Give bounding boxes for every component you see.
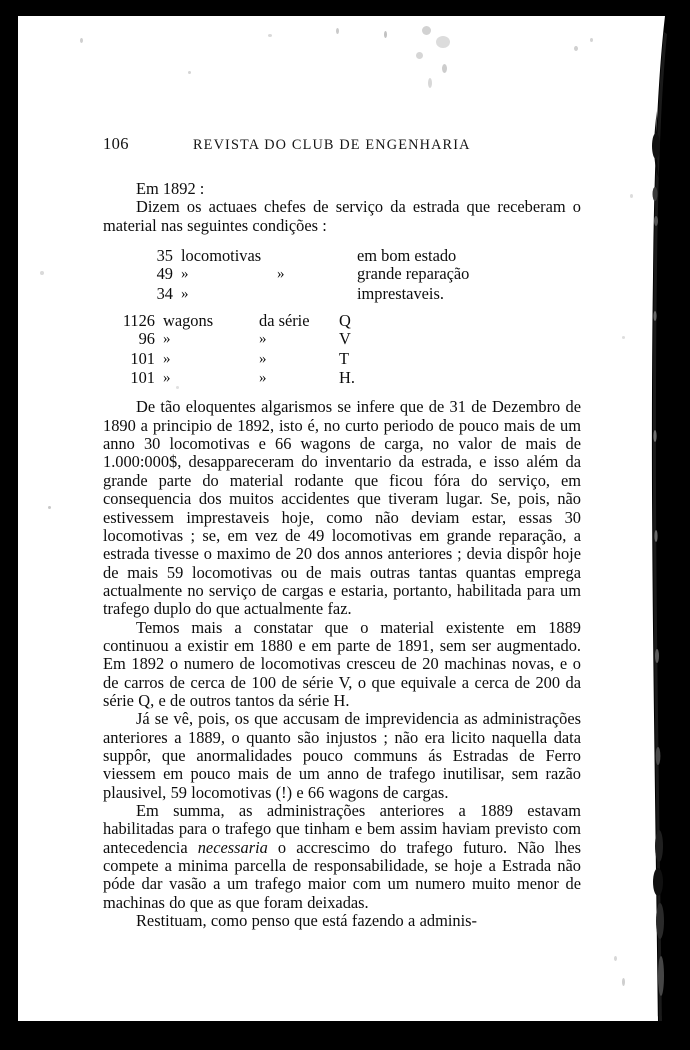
wagon-series: V: [339, 329, 351, 349]
paragraph-4-emphasis: necessaria: [197, 837, 268, 857]
wagon-count: 96: [138, 329, 155, 349]
lead-line: Em 1892 :: [136, 179, 205, 198]
wagon-count: 101: [130, 368, 155, 388]
list-item: [121, 265, 581, 284]
locomotive-count: 49: [156, 264, 173, 284]
wagon-label: »: [259, 370, 267, 387]
paragraph-4-part2: o accrescimo do trafego futuro. Não lhes compete a minima parcella de responsabilidade, se hoje a Estrada não póde dar vasão a um trafego maior com um numero muito menor de machinas do que as que foram deixadas.: [103, 837, 582, 912]
paragraph-5: Restituam, como penso que está fazendo a adminis-: [136, 911, 477, 931]
wagon-series: T: [339, 348, 350, 368]
locomotive-count: 34: [156, 283, 173, 303]
list-item: [103, 369, 581, 388]
wagon-label: »: [259, 331, 267, 348]
list-item: [103, 312, 581, 330]
scan-speck: [416, 52, 423, 59]
locomotive-list: [121, 247, 581, 304]
locomotive-state: imprestaveis.: [357, 283, 444, 303]
locomotive-unit: locomotivas: [181, 246, 262, 266]
paragraph-1: De tão eloquentes algarismos se infere que de 31 de Dezembro de 1890 a principio de 1892, isto é, no curto periodo de pouco mais de um anno 30 locomotivas e 66 wagons de carga, no valor de mais de 1.000:000$, desappareceram do inventario da estrada, e isso além da grande parte do material rodante que ficou fóra do serviço, em consequencia dos muitos accidentes que tiveram lugar. Se, pois, não estivessem imprestaveis hoje, como não deviam estar, essas 30 locomotivas ; se, em vez de 49 locomotivas em grande reparação, a estrada tivesse o maximo de 20 dos annos anteriores ; devia dispôr hoje de mais 59 locomotivas ou de mais outras tantas quantas emprega actualmente no serviço de cargas e estaria, portanto, habilitada para um trafego duplo do que actualmente faz.: [103, 397, 581, 619]
scan-speck: [188, 71, 191, 74]
list-item: [103, 350, 581, 369]
scan-speck: [622, 978, 625, 986]
wagon-list: [103, 312, 581, 388]
locomotive-unit: »: [181, 285, 189, 302]
page-sheet: [18, 16, 671, 1021]
wagon-label: »: [259, 350, 267, 367]
paragraph-2: Temos mais a constatar que o material existente em 1889 continuou a existir em 1880 e em parte de 1891, sem ser augmentado. Em 1892 o numero de locomotivas cresceu de 20 machinas novas, e o de carros de cerca de 100 de série V, o que equivale a cerca de 200 da série Q, e de outros tantos da série H.: [103, 617, 581, 710]
wagon-label: da série: [259, 311, 310, 331]
locomotive-state: grande reparação: [357, 264, 470, 284]
scan-speck: [384, 31, 387, 38]
journal-title: REVISTA DO CLUB DE ENGENHARIA: [193, 137, 471, 153]
scan-speck: [590, 38, 593, 42]
scan-speck: [428, 78, 432, 88]
locomotive-count: 35: [156, 246, 173, 266]
scan-speck: [622, 336, 625, 339]
locomotive-ditto: »: [277, 266, 285, 283]
scan-speck: [574, 46, 578, 51]
list-item: [103, 330, 581, 349]
text-column: [103, 134, 581, 930]
scan-speck: [442, 64, 447, 73]
page-edge-shadow: [645, 16, 671, 1021]
wagon-unit: »: [163, 350, 171, 367]
page-number: 106: [103, 134, 129, 153]
scan-speck: [336, 28, 339, 34]
scan-speck: [48, 506, 51, 509]
list-item: [121, 247, 581, 265]
list-item: [121, 285, 581, 304]
scan-speck: [630, 194, 633, 198]
wagon-count: 101: [130, 348, 155, 368]
wagon-unit: wagons: [163, 311, 214, 331]
running-head: [103, 134, 581, 154]
scan-speck: [80, 38, 83, 43]
wagon-unit: »: [163, 370, 171, 387]
scan-speck: [436, 36, 450, 48]
locomotive-state: em bom estado: [357, 246, 457, 266]
scan-speck: [268, 34, 272, 37]
wagon-unit: »: [163, 331, 171, 348]
intro-paragraph: Dizem os actuaes chefes de serviço da estrada que receberam o material nas seguintes condições :: [103, 197, 581, 235]
paragraph-4-part1: Em summa, as administrações anteriores a 1889 estavam habilitadas para o trafego que tinham e bem assim haviam previsto com antecedencia: [103, 801, 581, 857]
paragraph-3: Já se vê, pois, os que accusam de imprevidencia as administrações anteriores a 1889, o quanto são injustos ; não era licito naquella data suppôr, que anormalidades pouco communs ás Estradas de Ferro viessem em pouco mais de um anno de trafego inutilisar, sem razão plausivel, 59 locomotivas (!) e 66 wagons de cargas.: [103, 709, 581, 802]
wagon-count: 1126: [122, 311, 155, 331]
scan-speck: [614, 956, 617, 961]
paragraph-4: [103, 802, 581, 912]
scan-speck: [422, 26, 431, 35]
wagon-series: H.: [339, 368, 355, 388]
locomotive-unit: »: [181, 266, 189, 283]
scan-speck: [40, 271, 44, 275]
wagon-series: Q: [339, 311, 351, 331]
